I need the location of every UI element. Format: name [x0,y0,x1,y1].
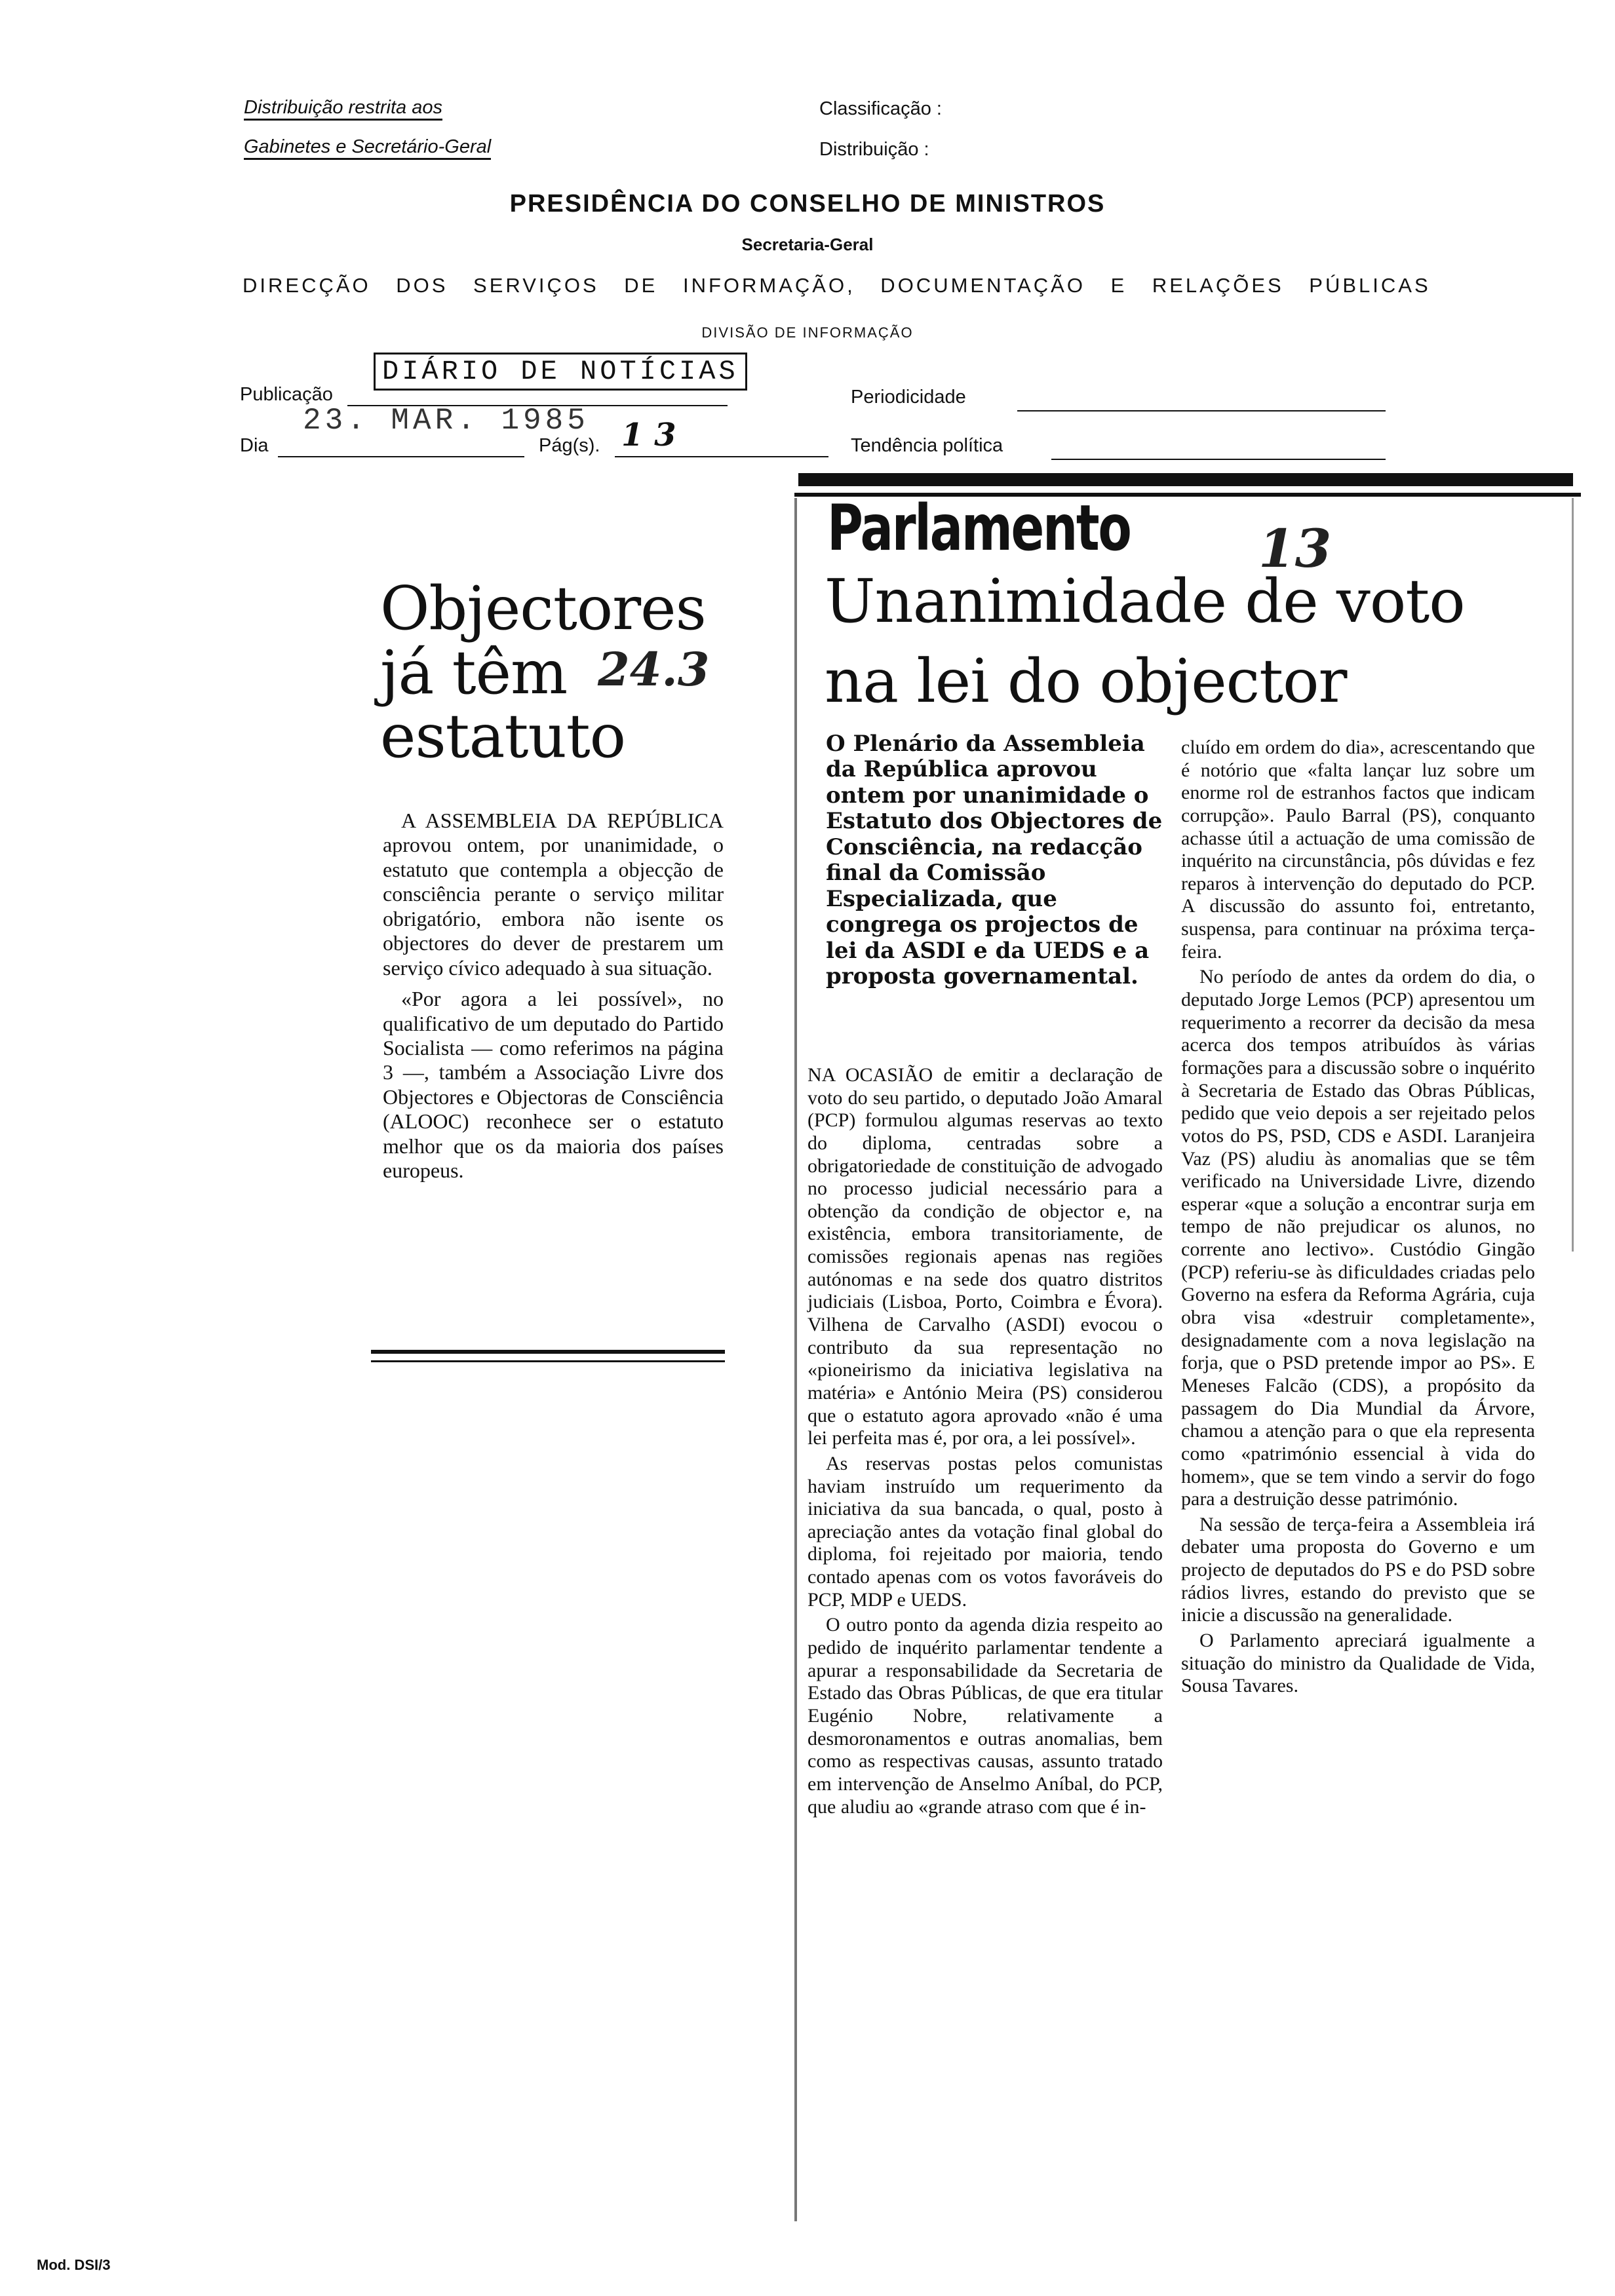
political-tendency-label: Tendência política [851,435,1003,456]
left-paragraph: «Por agora a lei possível», no qualificativo de um deputado do Partido Socialista — como referimos na página 3 —, também a Associação Livre dos Objectores e Objectoras de Consciência (ALOOC) reconhece ser o estatuto melhor que os da maioria dos países europeus. [383,987,724,1183]
clipping-edge-left [794,498,797,2221]
right-col2-paragraph: cluído em ordem do dia», acrescentando que é notório que «falta lançar luz sobre um enorme rol de estranhos factos que indicam corrupção». Paulo Barral (PS), conquanto achasse útil a actuação de uma comissão de inquérito na circunstância, pôs dúvidas e fez reparos à intervenção do deputado do PCP. A discussão do assunto foi, entretanto, suspensa, para continuar na próxima terça-feira. [1181,737,1535,963]
clipping-edge-right [1572,498,1574,1252]
distribution-restriction-line1: Distribuição restrita aos [244,97,442,121]
classification-label: Classificação : [819,98,942,119]
left-article-rule [371,1350,725,1354]
left-article-rule-thin [371,1360,725,1362]
pages-handwritten: 1 3 [621,417,676,453]
pages-line [615,456,828,457]
ministry-title: PRESIDÊNCIA DO CONSELHO DE MINISTROS [509,190,1106,218]
day-line [278,456,524,457]
right-col2-paragraph: O Parlamento apreciará igualmente a situação do ministro da Qualidade de Vida, Sousa Tavares. [1181,1629,1535,1697]
periodicity-label: Periodicidade [851,387,966,408]
right-headline-line1: Unanimidade de voto [825,566,1465,636]
publication-stamp: DIÁRIO DE NOTÍCIAS [374,353,747,391]
right-col1-paragraph: As reservas postas pelos comunistas haviam instruído um requerimento da iniciativa da sua bancada, o qual, posto à apreciação antes da votação final global do diploma, foi rejeitado por maioria, tendo contado apenas com os votos favoráveis do PCP, MDP e UEDS. [808,1452,1163,1611]
left-article-body [383,809,724,1190]
left-paragraph: A ASSEMBLEIA DA REPÚBLICA aprovou ontem, por unanimidade, o estatuto que contempla a objecção de consciência perante o serviço militar obrigatório, embora não isente os objectores do dever de prestarem um serviço cívico adequado à sua situação. [383,809,724,980]
right-col1-paragraph: O outro ponto da agenda dizia respeito ao pedido de inquérito parlamentar tendente a apurar a responsabilidade da Secretaria de Estado das Obras Públicas, de que era titular Eugénio Nobre, relativamente a desmoronamentos e outras anomalias, bem como as respectivas causas, assunto tratado em intervenção de Anselmo Aníbal, do PCP, que aludiu ao «grande atraso com que é in- [808,1614,1163,1818]
left-headline-line3: estatuto [380,701,626,772]
publication-label: Publicação [240,384,333,405]
right-kicker: Parlamento [827,491,1131,565]
pages-label: Pág(s). [539,435,600,456]
right-column-1 [808,1064,1163,1821]
political-tendency-line [1051,459,1386,460]
form-code: Mod. DSI/3 [37,2257,111,2273]
right-article-top-rule [798,473,1573,486]
right-lead: O Plenário da Assembleia da República aprovou ontem por unanimidade o Estatuto dos Objectores de Consciência, na redacção final da Comissão Especializada, que congrega os projectos de lei da ASDI e da UEDS e a proposta governamental. [826,731,1163,989]
division-title: DIVISÃO DE INFORMAÇÃO [701,324,914,341]
distribution-label: Distribuição : [819,139,929,160]
left-handwritten-note: 24.3 [598,642,710,697]
periodicity-line [1017,410,1386,411]
distribution-restriction-line2: Gabinetes e Secretário-Geral [244,136,491,160]
directorate-title: DIRECÇÃO DOS SERVIÇOS DE INFORMAÇÃO, DOCUMENTAÇÃO E RELAÇÕES PÚBLICAS [243,274,1431,297]
day-label: Dia [240,435,269,456]
right-col2-paragraph: No período de antes da ordem do dia, o deputado Jorge Lemos (PCP) apresentou um requerimento a recorrer da decisão da mesa acerca dos tempos atribuídos às várias formações para a discussão sobre o inquérito à Secretaria de Estado das Obras Públicas, pedido que veio depois a ser rejeitado pelos votos do PS, PSD, CDS e ASDI. Laranjeira Vaz (PS) aludiu às anomalias que se têm verificado na Universidade Livre, dizendo esperar «que a solução a encontrar surja em tempo de não prejudicar os alunos, no corrente ano lectivo». Custódio Gingão (PCP) referiu-se às dificuldades criadas pelo Governo na esfera da Reforma Agrária, cuja obra visa «destruir completamente», designadamente com a nova legislação na forja, que o PSD pretende impor ao PS». E Meneses Falcão (CDS), a propósito da passagem do Dia Mundial da Árvore, chamou a atenção para o que ela representa como «património essencial à vida do homem», que se tem vindo a servir do fogo para a destruição desse património. [1181,966,1535,1510]
right-handwritten-note: 13 [1258,518,1332,579]
secretariat-title: Secretaria-Geral [741,235,874,254]
date-stamp: 23. MAR. 1985 [303,404,589,438]
right-column-2 [1181,737,1535,1700]
left-headline-line1: Objectores [380,573,706,643]
left-headline-line2: já têm [380,637,568,708]
right-col1-paragraph: NA OCASIÃO de emitir a declaração de voto do seu partido, o deputado João Amaral (PCP) formulou algumas reservas ao texto do diploma, centradas sobre a obrigatoriedade de constituição de advogado no processo judicial necessário para a obtenção da condição de objector e, na existência, embora transitoriamente, de comissões regionais apenas nas regiões autónomas e na sede dos quatro distritos judiciais (Lisboa, Porto, Coimbra e Évora). Vilhena de Carvalho (ASDI) evocou o contributo da sua representação no «pioneirismo da iniciativa legislativa na matéria» e António Meira (PS) considerou que o estatuto agora aprovado «não é uma lei perfeita mas é, por ora, a lei possível». [808,1064,1163,1449]
right-headline-line2: na lei do objector [825,646,1347,716]
right-col2-paragraph: Na sessão de terça-feira a Assembleia irá debater uma proposta do Governo e um projecto de deputados do PS e do PSD sobre rádios livres, estando do previsto que se inicie a discussão na generalidade. [1181,1513,1535,1626]
